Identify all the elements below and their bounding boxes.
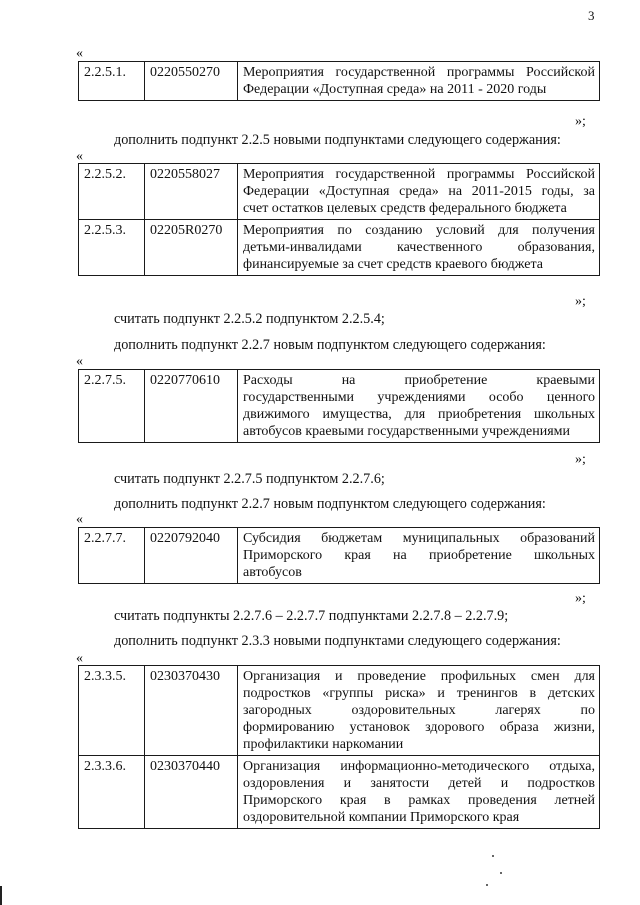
item-description [238, 164, 600, 220]
instruction-text: дополнить подпункт 2.3.3 новыми подпунктами следующего содержания: [114, 633, 561, 649]
opening-quote: « [76, 512, 83, 527]
table-row [79, 666, 600, 756]
budget-code: 0220792040 [145, 528, 238, 584]
table-row [79, 164, 600, 220]
table-row [79, 756, 600, 829]
description-line: подростков «группы риска» и тренингов в детских [243, 686, 595, 701]
description-line: Мероприятия государственной программы Российской [243, 65, 595, 80]
budget-code: 02205R0270 [145, 220, 238, 276]
item-number: 2.2.7.7. [79, 528, 145, 584]
item-number: 2.2.5.3. [79, 220, 145, 276]
item-description [238, 528, 600, 584]
description-line: Расходы на приобретение краевыми [243, 373, 595, 388]
description-line: Приморского края на приобретение школьных [243, 548, 595, 563]
code-table [78, 61, 600, 101]
opening-quote: « [76, 354, 83, 369]
description-line: автобусов краевыми государственными учреждениями [243, 424, 571, 439]
item-number: 2.2.5.2. [79, 164, 145, 220]
table-row [79, 370, 600, 443]
description-line: автобусов [243, 565, 302, 580]
code-table [78, 665, 600, 829]
instruction-text: считать подпункты 2.2.7.6 – 2.2.7.7 подпунктами 2.2.7.8 – 2.2.7.9; [114, 608, 509, 624]
scan-noise [500, 872, 502, 874]
description-line: загородных оздоровительных лагерях по [243, 703, 595, 718]
instruction-text: дополнить подпункт 2.2.5 новыми подпунктами следующего содержания: [114, 132, 561, 148]
description-line: Федерации «Доступная среда» на 2011-2015 годы, за [243, 184, 595, 199]
budget-code: 0220550270 [145, 62, 238, 101]
instruction-text: дополнить подпункт 2.2.7 новым подпунктом следующего содержания: [114, 496, 546, 512]
closing-quote: »; [575, 452, 586, 467]
budget-code: 0230370430 [145, 666, 238, 756]
scan-noise [492, 855, 494, 857]
closing-quote: »; [575, 294, 586, 309]
description-line: профилактики наркомании [243, 737, 404, 752]
item-description [238, 220, 600, 276]
table-row [79, 528, 600, 584]
description-line: оздоровления и занятости детей и подростков [243, 776, 595, 791]
table-row [79, 220, 600, 276]
description-line: Организация и проведение профильных смен для [243, 669, 595, 684]
closing-quote: »; [575, 591, 586, 606]
code-table [78, 369, 600, 443]
description-line: Федерации «Доступная среда» на 2011 - 2020 годы [243, 82, 547, 97]
instruction-text: дополнить подпункт 2.2.7 новым подпунктом следующего содержания: [114, 337, 546, 353]
item-description [238, 666, 600, 756]
description-line: счет остатков целевых средств федерального бюджета [243, 201, 567, 216]
description-line: финансируемые за счет средств краевого бюджета [243, 257, 543, 272]
opening-quote: « [76, 651, 83, 666]
opening-quote: « [76, 149, 83, 164]
item-number: 2.3.3.6. [79, 756, 145, 829]
item-description [238, 62, 600, 101]
budget-code: 0220558027 [145, 164, 238, 220]
item-number: 2.3.3.5. [79, 666, 145, 756]
item-description [238, 756, 600, 829]
budget-code: 0230370440 [145, 756, 238, 829]
scan-edge-mark [0, 886, 2, 905]
item-number: 2.2.7.5. [79, 370, 145, 443]
description-line: детьми-инвалидами качественного образования, [243, 240, 595, 255]
opening-quote: « [76, 46, 83, 61]
description-line: Мероприятия государственной программы Российской [243, 167, 595, 182]
description-line: Мероприятия по созданию условий для получения [243, 223, 595, 238]
description-line: оздоровительной компании Приморского края [243, 810, 520, 825]
description-line: Субсидия бюджетам муниципальных образований [243, 531, 595, 546]
closing-quote: »; [575, 114, 586, 129]
instruction-text: считать подпункт 2.2.7.5 подпунктом 2.2.7.6; [114, 471, 385, 487]
description-line: движимого имущества, для приобретения школьных [243, 407, 595, 422]
code-table [78, 527, 600, 584]
scan-noise [486, 884, 488, 886]
item-number: 2.2.5.1. [79, 62, 145, 101]
table-row [79, 62, 600, 101]
description-line: государственными учреждениями особо ценного [243, 390, 595, 405]
budget-code: 0220770610 [145, 370, 238, 443]
code-table [78, 163, 600, 276]
description-line: Приморского края в рамках проведения летней [243, 793, 595, 808]
item-description [238, 370, 600, 443]
page-number: 3 [588, 8, 595, 23]
instruction-text: считать подпункт 2.2.5.2 подпунктом 2.2.5.4; [114, 311, 385, 327]
description-line: Организация информационно-методического отдыха, [243, 759, 595, 774]
description-line: формированию установок здорового образа жизни, [243, 720, 595, 735]
